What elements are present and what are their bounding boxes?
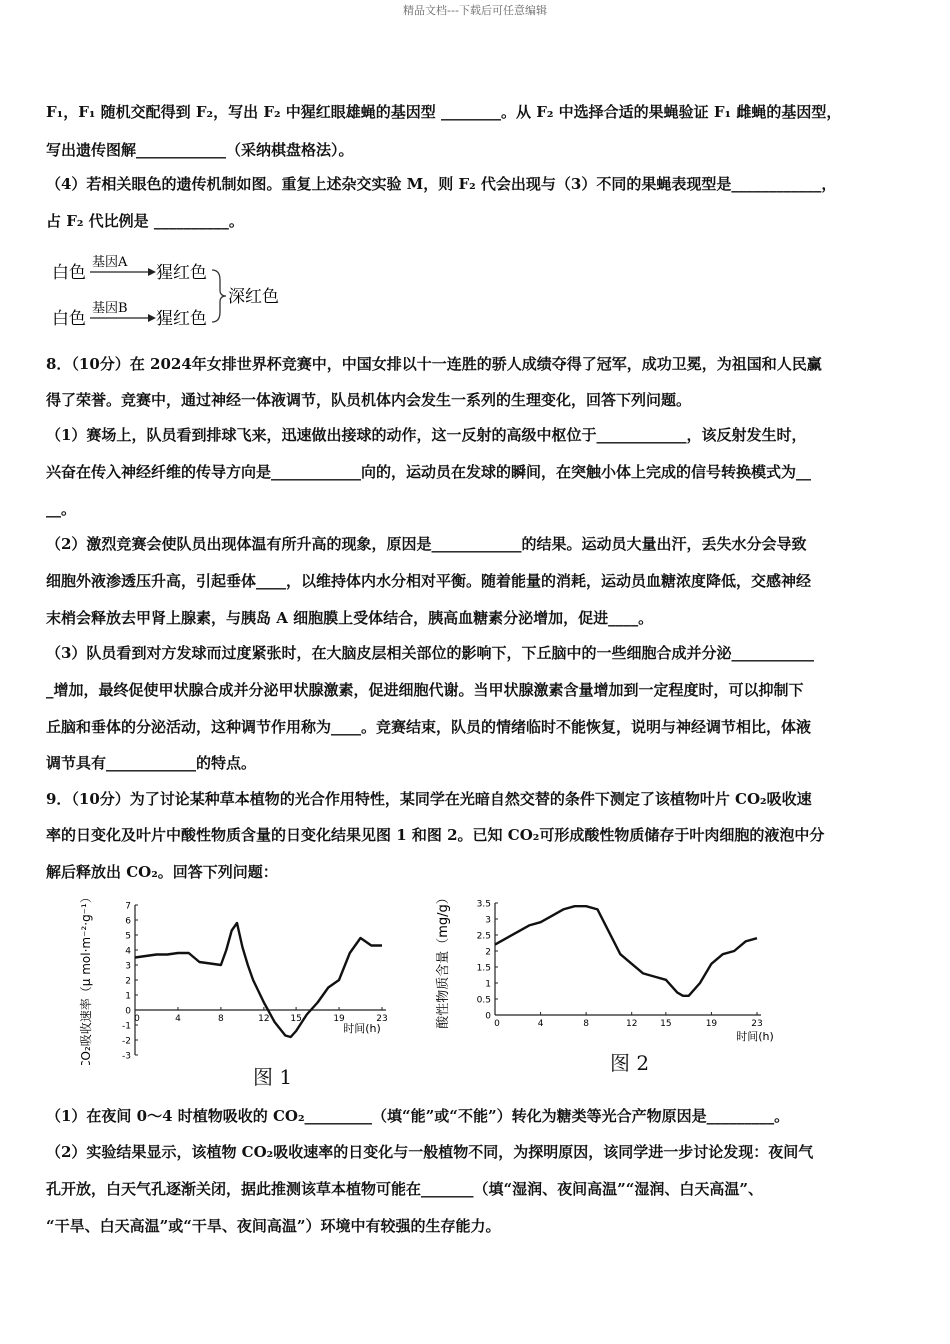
text-line: 孔开放，白天气孔逐渐关闭，据此推测该草本植物可能在_______（填“湿润、夜间高温”“湿润、白天高温”、 [46,1180,764,1198]
chart-2-x-tick-label: 23 [751,1019,763,1029]
chart-1-y-tick-label: 1 [125,991,131,1002]
chart-2-ylabel: 酸性物质含量（mg/g） [436,895,451,1029]
chart-2-y-tick-label: 1.5 [476,963,491,974]
diagram-row1-gene: 基因A [92,255,128,270]
chart-1-y-tick-label: -1 [122,1021,131,1032]
text-line: 解后释放出 CO₂。回答下列问题： [46,863,278,881]
chart-1-x-tick-label: 0 [134,1014,140,1024]
text-line: 兴奋在传入神经纤维的传导方向是____________向的，运动员在发球的瞬间，在突触小体上完成的信号转换模式为__ [46,463,812,481]
figure-2-caption: 图 2 [610,1051,650,1075]
chart-1-x-tick-label: 23 [376,1014,388,1024]
chart-2-series-line [495,906,757,996]
chart-1-y-tick-label: 5 [125,931,131,942]
chart-2-y-tick-label: 2.5 [476,931,491,942]
chart-2-x-tick-label: 15 [660,1019,672,1029]
page-header: 精品文档---下载后可任意编辑 [403,4,547,17]
chart-2 [425,895,795,1055]
chart-1-y-tick-label: 3 [125,961,131,972]
chart-2-y-tick-label: 2 [485,947,491,958]
text-line: __。 [46,500,77,518]
diagram-result: 深红色 [228,287,279,307]
chart-1-x-tick-label: 19 [333,1014,345,1024]
text-line: （1）在夜间 0～4 时植物吸收的 CO₂_________（填“能”或“不能”）转化为糖类等光合产物原因是_________。 [46,1107,790,1125]
chart-1-y-tick-label: 6 [125,916,131,927]
chart-2-x-tick-label: 19 [705,1019,718,1029]
diagram-row2-arrowhead [148,314,156,322]
chart-1-y-tick-label: -3 [122,1051,131,1062]
chart-2-y-tick-label: 1 [485,979,491,990]
chart-1-y-tick-label: 7 [125,901,131,912]
chart-1 [60,895,400,1065]
text-line: _增加，最终促使甲状腺合成并分泌甲状腺激素，促进细胞代谢。当甲状腺激素含量增加到一定程度时，可以抑制下 [46,681,804,699]
chart-1-y-tick-label: 0 [125,1006,131,1017]
diagram-row2-right: 猩红色 [156,309,207,329]
chart-2-x-tick-label: 4 [537,1019,544,1029]
figure-1-caption: 图 1 [253,1065,293,1089]
diagram-row1-arrowhead [148,268,156,276]
diagram-row2-left: 白色 [52,309,86,329]
chart-1-x-tick-label: 4 [175,1014,181,1024]
chart-2-xlabel: 时间(h) [736,1030,774,1043]
text-line: “干旱、白天高温”或“干旱、夜间高温”）环境中有较强的生存能力。 [46,1217,501,1235]
chart-1-y-tick-label: 2 [125,976,131,987]
chart-2-y-tick-label: 0.5 [476,995,491,1006]
chart-2-y-tick-label: 3.5 [476,899,491,910]
text-line: 8．（10分）在 2024年女排世界杯竞赛中，中国女排以十一连胜的骄人成绩夺得了冠军，成功卫冕，为祖国和人民赢 [46,355,822,373]
text-line: 细胞外液渗透压升高，引起垂体____，以维持体内水分相对平衡。随着能量的消耗，运动员血糖浓度降低，交感神经 [46,572,812,590]
chart-2-y-tick-label: 0 [485,1011,491,1022]
text-line: 9．（10分）为了讨论某种草本植物的光合作用特性，某同学在光暗自然交替的条件下测定了该植物叶片 CO₂吸收速 [46,790,812,808]
chart-2-x-tick-label: 12 [625,1019,638,1029]
text-line: F₁，F₁ 随机交配得到 F₂，写出 F₂ 中猩红眼雄蝇的基因型 ________。从 F₂ 中选择合适的果蝇验证 F₁ 雌蝇的基因型， [46,103,842,121]
text-line: （2）实验结果显示，该植物 CO₂吸收速率的日变化与一般植物不同，为探明原因，该同学进一步讨论发现：夜间气 [46,1143,814,1161]
text-line: 占 F₂ 代比例是 __________。 [46,212,244,230]
text-line: （4）若相关眼色的遗传机制如图。重复上述杂交实验 M，则 F₂ 代会出现与（3）不同的果蝇表现型是____________， [46,175,837,193]
diagram-row1-left: 白色 [52,263,86,283]
chart-1-x-tick-label: 8 [218,1014,224,1024]
text-line: （3）队员看到对方发球而过度紧张时，在大脑皮层相关部位的影响下，下丘脑中的一些细胞合成并分泌___________ [46,644,814,662]
text-line: 丘脑和垂体的分泌活动，这种调节作用称为____。竞赛结束，队员的情绪临时不能恢复，说明与神经调节相比，体液 [46,718,812,736]
figure-2 [425,895,795,1095]
diagram-row2-gene: 基因B [92,301,128,316]
chart-2-y-tick-label: 3 [485,915,491,926]
chart-2-x-tick-label: 0 [494,1019,500,1029]
text-line: 末梢会释放去甲肾上腺素，与胰岛 A 细胞膜上受体结合，胰高血糖素分泌增加，促进____。 [46,609,654,627]
chart-1-ylabel: CO₂吸收速率（μ mol·m⁻²·g⁻¹） [79,895,93,1065]
text-line: （2）激烈竞赛会使队员出现体温有所升高的现象，原因是____________的结果。运动员大量出汗，丢失水分会导致 [46,535,807,553]
text-line: 调节具有____________的特点。 [46,754,257,772]
chart-1-y-tick-label: 4 [125,946,131,957]
text-line: （1）赛场上，队员看到排球飞来，迅速做出接球的动作，这一反射的高级中枢位于____________，该反射发生时， [46,426,807,444]
chart-1-x-tick-label: 15 [290,1014,302,1024]
diagram-brace [212,270,226,322]
chart-1-y-tick-label: -2 [122,1036,131,1047]
diagram-row1-right: 猩红色 [156,263,207,283]
chart-1-xlabel: 时间(h) [343,1022,381,1035]
text-line: 率的日变化及叶片中酸性物质含量的日变化结果见图 1 和图 2。已知 CO₂可形成酸性物质储存于叶肉细胞的液泡中分 [46,826,825,844]
genetic-mechanism-diagram [48,248,308,333]
chart-1-x-tick-label: 12 [258,1014,270,1024]
text-line: 写出遗传图解____________（采纳棋盘格法）。 [46,141,354,159]
chart-2-x-tick-label: 8 [583,1019,589,1029]
figure-1 [60,895,400,1095]
text-line: 得了荣誉。竞赛中，通过神经一体液调节，队员机体内会发生一系列的生理变化，回答下列问题。 [46,391,692,409]
